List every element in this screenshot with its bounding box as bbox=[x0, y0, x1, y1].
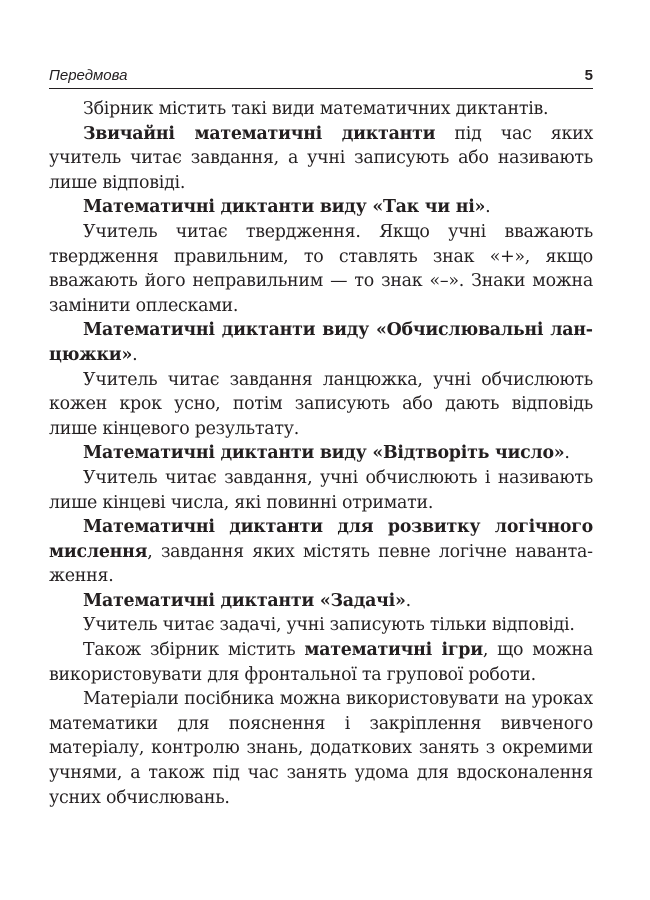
paragraph-text: . bbox=[485, 197, 491, 218]
paragraph-text: . bbox=[132, 344, 138, 365]
paragraph-text: Учитель читає завдання ланцюжка, учні обчислюють кожен крок усно, потім записують або дають відповідь лише кінцевого результату. bbox=[49, 369, 593, 439]
paragraph bbox=[49, 195, 593, 220]
paragraph bbox=[49, 515, 593, 589]
paragraph bbox=[49, 97, 593, 122]
paragraph-text: , що можна використовувати для фронтальної та групової роботи. bbox=[49, 640, 593, 685]
paragraph-bold-term: математичні ігри bbox=[304, 640, 483, 661]
body-text bbox=[49, 97, 593, 810]
page-number: 5 bbox=[584, 67, 593, 84]
paragraph-text: Учитель читає задачі, учні записують тільки відповіді. bbox=[83, 615, 575, 636]
paragraph-bold-term: Математичні диктанти «Задачі» bbox=[83, 590, 406, 611]
paragraph-text: Учитель читає завдання, учні обчислюють і називають лише кінцеві числа, які повинні отримати. bbox=[49, 467, 593, 513]
paragraph-text-lead: Також збірник містить bbox=[83, 640, 305, 661]
paragraph bbox=[49, 441, 593, 466]
paragraph bbox=[49, 122, 593, 196]
paragraph bbox=[49, 687, 593, 810]
paragraph-text: Матеріали посібника можна використовувати на уроках математики для пояснення і закріплення вивченого матеріалу, контролю знань, додаткових занять з окремими учнями, а також під час занять удома для вдосконалення усних обчислювань. bbox=[49, 689, 593, 808]
paragraph-bold-term: Математичні диктанти виду «Обчислювальні ланцюжки» bbox=[49, 320, 593, 365]
paragraph-text: , завдання яких містять певне логічне навантаження. bbox=[49, 541, 593, 587]
paragraph-text: Учитель читає твердження. Якщо учні вважають твердження правильним, то ставлять знак «+», якщо вважають його неправильним — то знак «–». Знаки можна замінити оплесками. bbox=[49, 221, 593, 316]
paragraph bbox=[49, 638, 593, 687]
paragraph-text: Збірник містить такі види математичних диктантів. bbox=[83, 99, 549, 119]
running-header bbox=[49, 66, 593, 89]
paragraph bbox=[49, 466, 593, 515]
paragraph-bold-term: Звичайні математичні диктанти bbox=[83, 123, 436, 144]
paragraph-text: . bbox=[405, 590, 411, 611]
paragraph bbox=[49, 613, 593, 638]
paragraph-text: під час яких учитель читає завдання, а учні записують або називають лише відповіді. bbox=[49, 123, 593, 193]
paragraph-text: . bbox=[564, 443, 570, 464]
section-title: Передмова bbox=[49, 67, 128, 84]
paragraph-bold-term: Математичні диктанти виду «Так чи ні» bbox=[83, 197, 486, 218]
paragraph bbox=[49, 220, 593, 318]
paragraph bbox=[49, 318, 593, 367]
paragraph bbox=[49, 589, 593, 614]
paragraph-bold-term: Математичні диктанти для розвитку логічного мислення bbox=[49, 517, 593, 562]
paragraph bbox=[49, 368, 593, 442]
paragraph-bold-term: Математичні диктанти виду «Відтворіть число» bbox=[83, 443, 565, 464]
